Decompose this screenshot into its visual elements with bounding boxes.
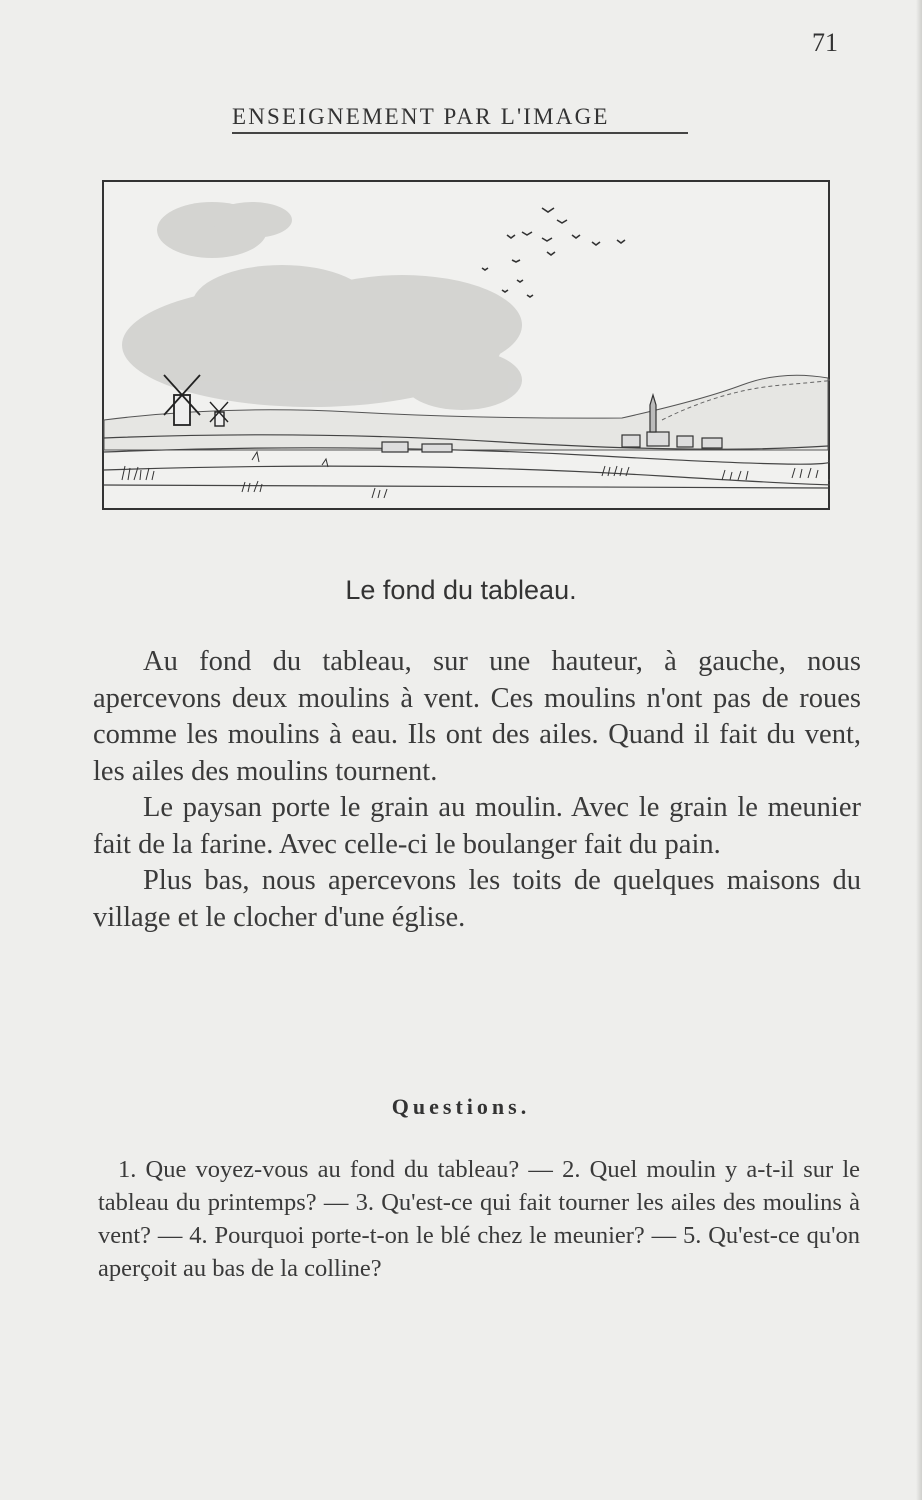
questions-heading: Questions. (391, 1094, 531, 1119)
landscape-illustration (102, 180, 830, 510)
section-title: Le fond du tableau. (345, 575, 577, 605)
paragraph: Plus bas, nous apercevons les toits de quelques maisons du village et le clocher d'une église. (93, 865, 861, 933)
running-head: ENSEIGNEMENT PAR L'IMAGE (232, 104, 688, 134)
questions-text: 1. Que voyez-vous au fond du tableau? — 2. Quel moulin y a-t-il sur le tableau du printemps? — 3. Qu'est-ce qui fait tourner les ailes des moulins à vent? — 4. Pourquoi porte-t-on le blé chez le meunier? — 5. Qu'est-ce qu'on aperçoit au bas de la colline? (98, 1156, 860, 1282)
paragraph: Le paysan porte le grain au moulin. Avec le grain le meunier fait de la farine. Avec celle-ci le boulanger fait du pain. (93, 792, 861, 860)
page-edge-shadow (916, 0, 922, 1500)
paragraph: Au fond du tableau, sur une hauteur, à gauche, nous apercevons deux moulins à vent. Ces moulins n'ont pas de roues comme les moulins à eau. Ils ont des ailes. Quand il fait du vent, les ailes des moulins tournent. (93, 646, 861, 787)
page-number: 71 (812, 28, 838, 57)
body-text (93, 644, 861, 936)
